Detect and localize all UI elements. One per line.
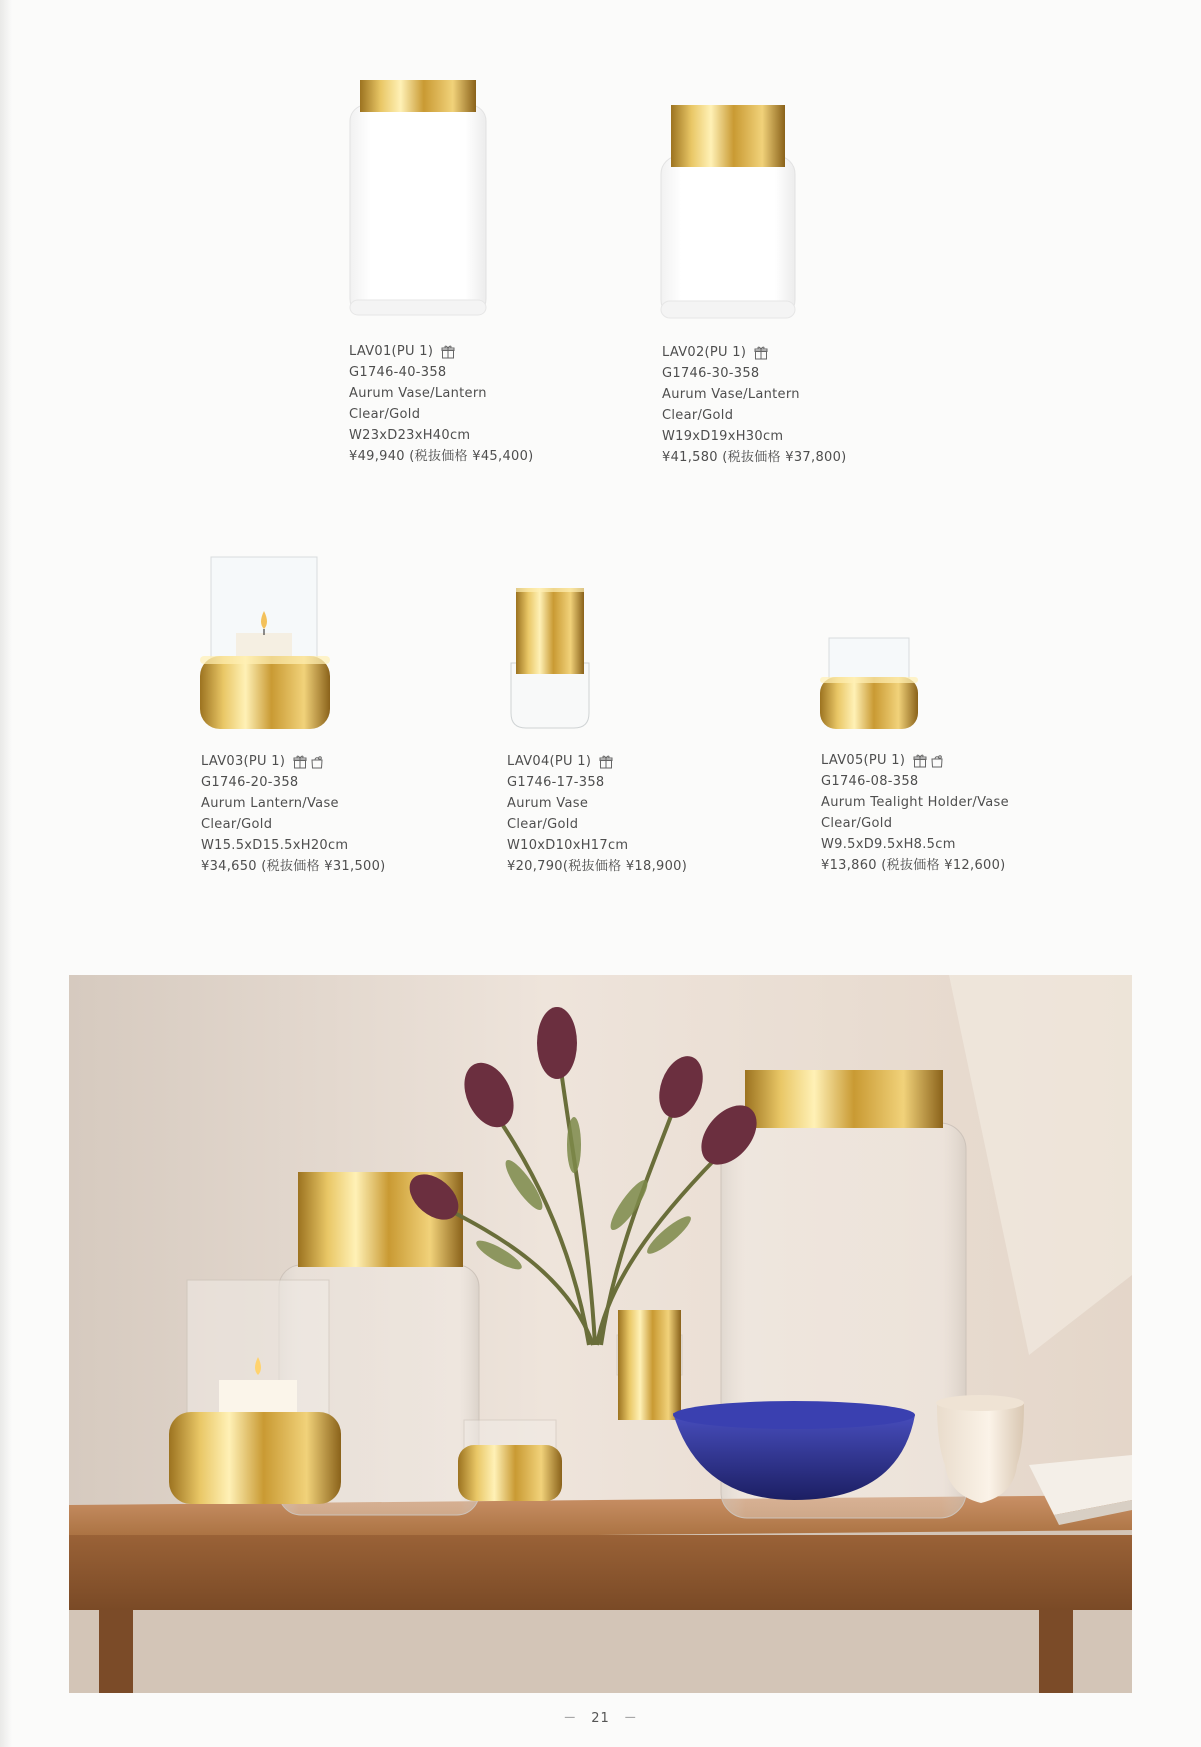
product-size: W23xD23xH40cm xyxy=(349,428,471,443)
product-color: Clear/Gold xyxy=(662,408,734,423)
product-size: W15.5xD15.5xH20cm xyxy=(201,838,349,853)
gift-box-icon xyxy=(293,755,307,769)
product-price: ¥41,580 (税抜価格 ¥37,800) xyxy=(662,450,847,465)
product-price: ¥49,940 (税抜価格 ¥45,400) xyxy=(349,449,534,464)
product-info-lav05 xyxy=(821,750,1009,876)
gift-box-icon xyxy=(599,755,613,769)
product-name: Aurum Vase xyxy=(507,796,589,811)
product-code: G1746-20-358 xyxy=(201,775,299,790)
product-color: Clear/Gold xyxy=(201,817,273,832)
product-photo-lav04 xyxy=(506,583,594,731)
product-color: Clear/Gold xyxy=(821,816,893,831)
product-model: LAV03(PU 1) xyxy=(201,754,286,769)
product-photo-lav01 xyxy=(345,75,491,320)
page-edge-shadow xyxy=(0,0,12,1747)
product-model: LAV01(PU 1) xyxy=(349,344,434,359)
product-code: G1746-08-358 xyxy=(821,774,919,789)
page-number: － 21 － xyxy=(563,1711,638,1726)
gift-bag-icon xyxy=(310,755,324,769)
product-name: Aurum Vase/Lantern xyxy=(662,387,800,402)
gift-box-icon xyxy=(913,754,927,768)
gift-bag-icon xyxy=(930,754,944,768)
product-photo-lav05 xyxy=(818,634,920,732)
product-color: Clear/Gold xyxy=(507,817,579,832)
product-photo-lav02 xyxy=(658,101,798,321)
product-size: W10xD10xH17cm xyxy=(507,838,629,853)
product-code: G1746-30-358 xyxy=(662,366,760,381)
product-info-lav04 xyxy=(507,751,687,877)
product-code: G1746-40-358 xyxy=(349,365,447,380)
product-name: Aurum Vase/Lantern xyxy=(349,386,487,401)
product-info-lav01 xyxy=(349,341,534,467)
product-name: Aurum Tealight Holder/Vase xyxy=(821,795,1009,810)
product-code: G1746-17-358 xyxy=(507,775,605,790)
product-model: LAV05(PU 1) xyxy=(821,753,906,768)
gift-box-icon xyxy=(754,346,768,360)
product-model: LAV02(PU 1) xyxy=(662,345,747,360)
product-price: ¥20,790(税抜価格 ¥18,900) xyxy=(507,859,688,874)
product-size: W19xD19xH30cm xyxy=(662,429,784,444)
product-info-lav03 xyxy=(201,751,386,877)
product-size: W9.5xD9.5xH8.5cm xyxy=(821,837,956,852)
product-price: ¥13,860 (税抜価格 ¥12,600) xyxy=(821,858,1006,873)
lifestyle-photo xyxy=(69,975,1132,1693)
product-photo-lav03 xyxy=(196,555,334,732)
product-price: ¥34,650 (税抜価格 ¥31,500) xyxy=(201,859,386,874)
product-color: Clear/Gold xyxy=(349,407,421,422)
product-model: LAV04(PU 1) xyxy=(507,754,592,769)
gift-box-icon xyxy=(441,345,455,359)
product-info-lav02 xyxy=(662,342,847,468)
product-name: Aurum Lantern/Vase xyxy=(201,796,339,811)
